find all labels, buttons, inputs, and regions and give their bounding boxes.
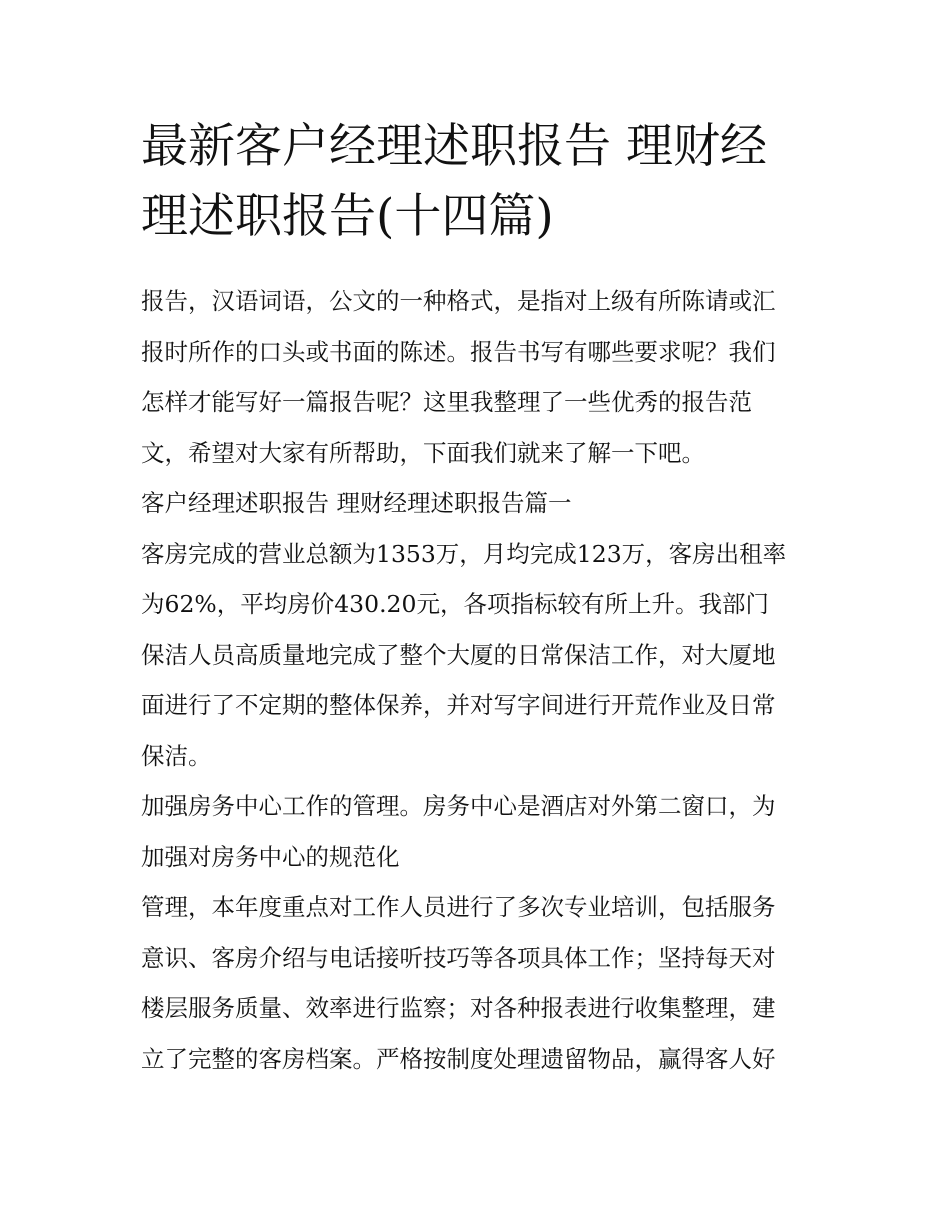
paragraph-line: 文，希望对大家有所帮助，下面我们就来了解一下吧。 xyxy=(141,438,705,467)
paragraph-line: 管理，本年度重点对工作人员进行了多次专业培训，包括服务 xyxy=(141,893,776,921)
paragraph-line: 立了完整的客房档案。严格按制度处理遗留物品，赢得客人好 xyxy=(141,1044,776,1073)
title-line: 最新客户经理述职报告 理财经 xyxy=(141,119,767,174)
paragraph-line: 报时所作的口头或书面的陈述。报告书写有哪些要求呢？我们 xyxy=(141,337,776,366)
paragraph-line: 意识、客房介绍与电话接听技巧等各项具体工作；坚持每天对 xyxy=(141,943,776,972)
title-line: 理述职报告(十四篇) xyxy=(141,189,554,244)
paragraph-line: 加强对房务中心的规范化 xyxy=(141,842,400,871)
paragraph-line: 客房完成的营业总额为1353万，月均完成123万，客房出租率 xyxy=(141,539,787,568)
paragraph-line: 为62%，平均房价430.20元，各项指标较有所上升。我部门 xyxy=(141,590,769,618)
document-body xyxy=(141,276,813,1084)
paragraph-line: 保洁。 xyxy=(141,741,212,770)
paragraph-line: 楼层服务质量、效率进行监察；对各种报表进行收集整理，建 xyxy=(141,994,776,1022)
document-title xyxy=(141,112,813,252)
paragraph-line: 面进行了不定期的整体保养，并对写字间进行开荒作业及日常 xyxy=(141,691,776,719)
paragraph-line: 加强房务中心工作的管理。房务中心是酒店对外第二窗口，为 xyxy=(141,792,776,820)
paragraph-line: 怎样才能写好一篇报告呢？这里我整理了一些优秀的报告范 xyxy=(141,388,752,416)
section-heading: 客户经理述职报告 理财经理述职报告篇一 xyxy=(141,489,572,517)
paragraph-line: 报告，汉语词语，公文的一种格式，是指对上级有所陈请或汇 xyxy=(141,287,776,315)
paragraph-line: 保洁人员高质量地完成了整个大厦的日常保洁工作，对大厦地 xyxy=(141,640,776,669)
document-page xyxy=(141,112,813,1084)
